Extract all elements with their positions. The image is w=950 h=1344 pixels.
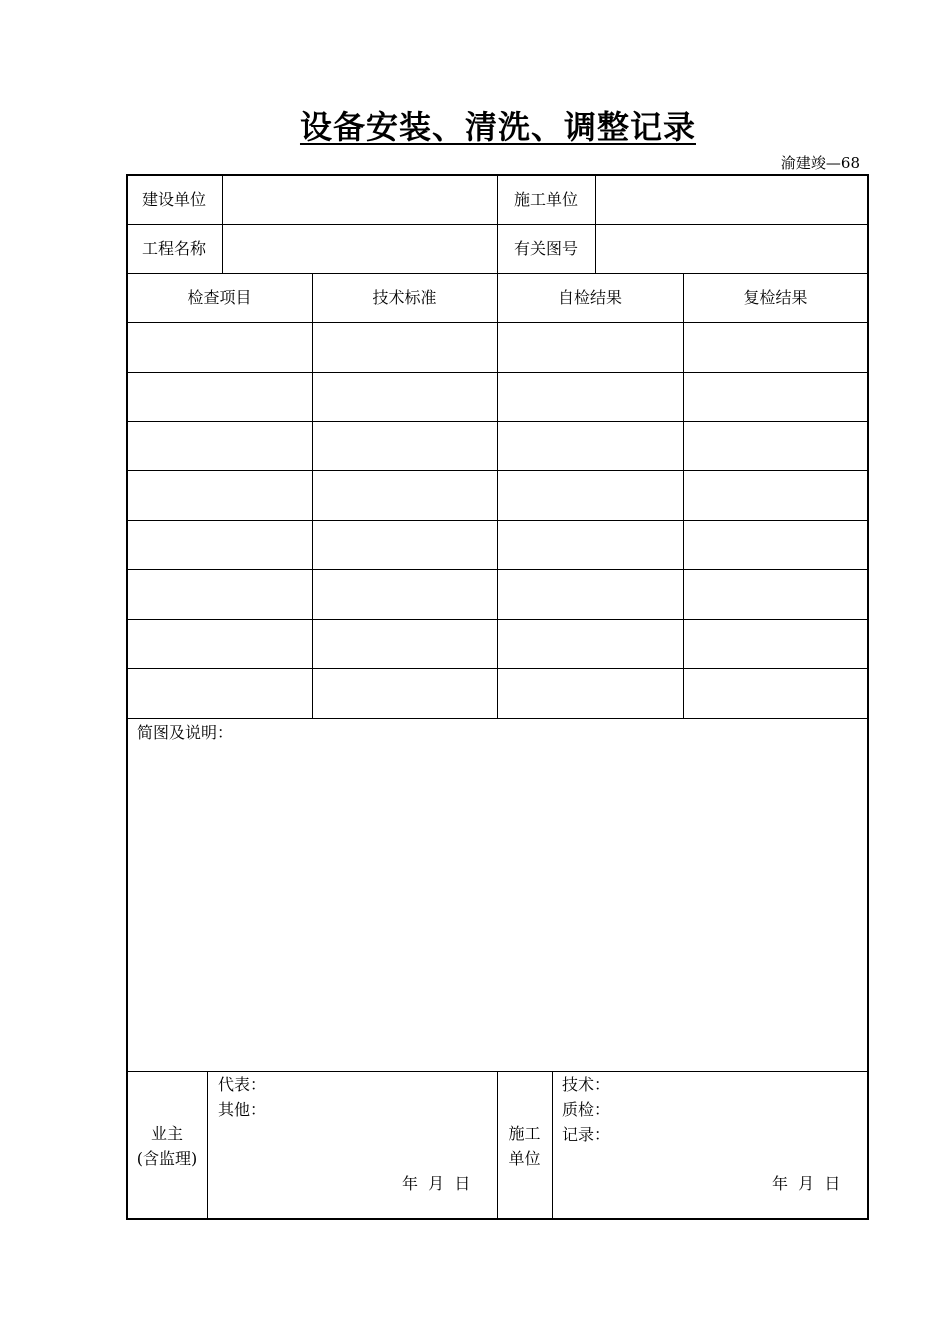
owner-rep-label: 代表：	[218, 1075, 267, 1094]
construction-unit-field[interactable]	[596, 176, 868, 224]
owner-label: 业主	[150, 1124, 183, 1143]
col-divider	[497, 175, 498, 273]
contractor-label: 施工	[508, 1124, 541, 1143]
header-check-item: 检查项目	[187, 288, 252, 307]
build-unit-label: 建设单位	[142, 190, 207, 209]
project-name-field[interactable]	[223, 225, 497, 273]
col-divider	[312, 273, 313, 718]
header-recheck: 复检结果	[743, 288, 808, 307]
owner-date: 年 月 日	[402, 1174, 471, 1193]
owner-label-sub: (含监理)	[136, 1149, 198, 1168]
notes-area[interactable]	[128, 745, 868, 1070]
contractor-label-sub: 单位	[508, 1149, 541, 1168]
row-divider	[127, 718, 868, 719]
contractor-record-label: 记录：	[562, 1125, 611, 1144]
col-divider	[497, 273, 498, 718]
drawing-no-label: 有关图号	[514, 239, 579, 258]
notes-label: 简图及说明：	[137, 723, 234, 742]
page-title: 设备安装、清洗、调整记录	[299, 108, 696, 146]
project-name-label: 工程名称	[142, 239, 207, 258]
construction-unit-label: 施工单位	[514, 190, 579, 209]
header-tech-standard: 技术标准	[372, 288, 437, 307]
drawing-no-field[interactable]	[596, 225, 868, 273]
contractor-date: 年 月 日	[772, 1174, 841, 1193]
owner-other-label: 其他：	[218, 1100, 267, 1119]
form-code: 渝建竣—68	[780, 154, 860, 172]
contractor-tech-label: 技术：	[562, 1075, 611, 1094]
header-self-check: 自检结果	[557, 288, 622, 307]
col-divider	[497, 1071, 498, 1219]
contractor-qc-label: 质检：	[562, 1100, 611, 1119]
build-unit-field[interactable]	[223, 176, 497, 224]
col-divider	[552, 1071, 553, 1219]
col-divider	[683, 273, 684, 718]
col-divider	[207, 1071, 208, 1219]
